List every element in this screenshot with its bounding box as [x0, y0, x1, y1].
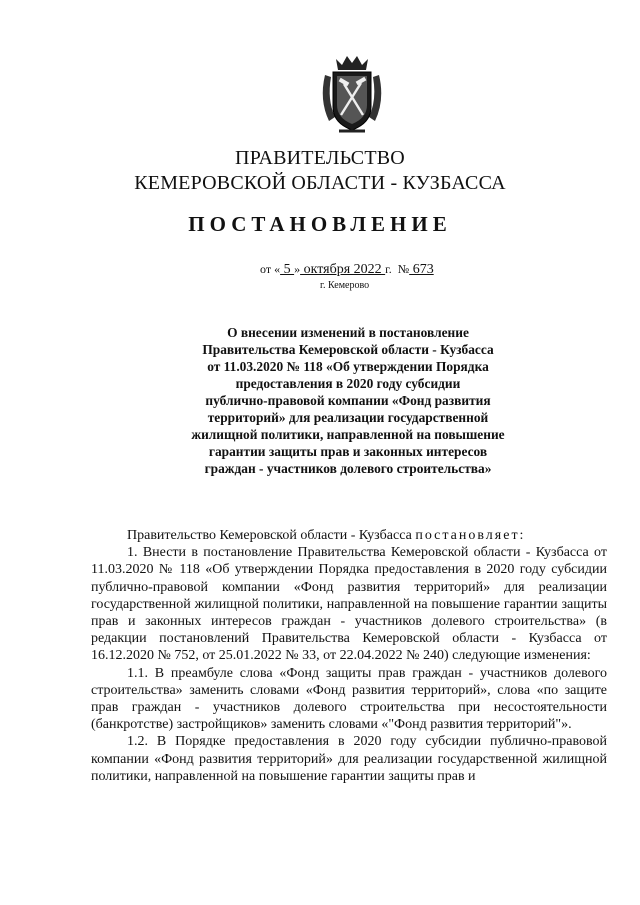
title-line: Правительства Кемеровской области - Кузбасса — [202, 342, 494, 357]
paragraph-1-2: 1.2. В Порядке предоставления в 2020 году субсидии публично-правовой компании «Фонд развития территорий» для реализации государственной жилищной политики, направленной на повышение гарантии защиты прав и — [91, 734, 607, 784]
title-line: предоставления в 2020 году субсидии — [235, 376, 461, 391]
document-type: ПОСТАНОВЛЕНИЕ — [188, 212, 452, 236]
document-body — [91, 527, 607, 785]
title-line: публично-правовой компании «Фонд развития — [205, 393, 491, 408]
document-number: 673 — [409, 262, 434, 277]
number-label: № — [397, 262, 410, 276]
intro-paragraph — [91, 527, 607, 544]
coat-of-arms-icon — [319, 55, 385, 135]
date-day: 5 — [280, 262, 295, 277]
title-line: О внесении изменений в постановление — [227, 325, 469, 340]
paragraph-1-1: 1.1. В преамбуле слова «Фонд защиты прав граждан - участников долевого строительства» заменить словами «Фонд развития территорий», слова «по защите прав граждан - участников долевого строительства при несостоятельности (банкротстве) застройщиков» заменить словами «"Фонд развития территорий"». — [91, 665, 607, 733]
document-title — [150, 324, 546, 477]
title-line: жилищной политики, направленной на повышение — [191, 427, 505, 442]
paragraph-1: 1. Внести в постановление Правительства Кемеровской области - Кузбасса от 11.03.2020 № 118 «Об утверждении Порядка предоставления в 2020 году субсидии публично-правовой компании «Фонд развития территорий» для реализации государственной жилищной политики, направленной на повышение гарантии защиты прав и законных интересов граждан - участников долевого строительства» (в редакции постановлений Правительства Кемеровской области - Кузбасса от 16.12.2020 № 752, от 25.01.2022 № 33, от 22.04.2022 № 240) следующие изменения: — [91, 545, 607, 664]
date-prefix: от « — [260, 262, 281, 276]
document-dateline — [260, 262, 434, 278]
title-line: территорий» для реализации государственной — [207, 410, 489, 425]
intro-text: Правительство Кемеровской области - Кузбасса — [127, 528, 416, 543]
document-city: г. Кемерово — [320, 280, 370, 291]
government-name-line1: ПРАВИТЕЛЬСТВО — [235, 147, 405, 169]
date-mid: » — [294, 262, 301, 276]
date-month-year: октября 2022 — [300, 262, 386, 277]
intro-verb: постановляет: — [415, 528, 526, 543]
government-name-line2: КЕМЕРОВСКОЙ ОБЛАСТИ - КУЗБАССА — [134, 172, 506, 194]
title-line: от 11.03.2020 № 118 «Об утверждении Порядка — [207, 359, 489, 374]
title-line: гарантии защиты прав и законных интересов — [208, 444, 488, 459]
title-line: граждан - участников долевого строительства» — [204, 461, 492, 476]
date-year-suffix: г. — [385, 262, 392, 276]
